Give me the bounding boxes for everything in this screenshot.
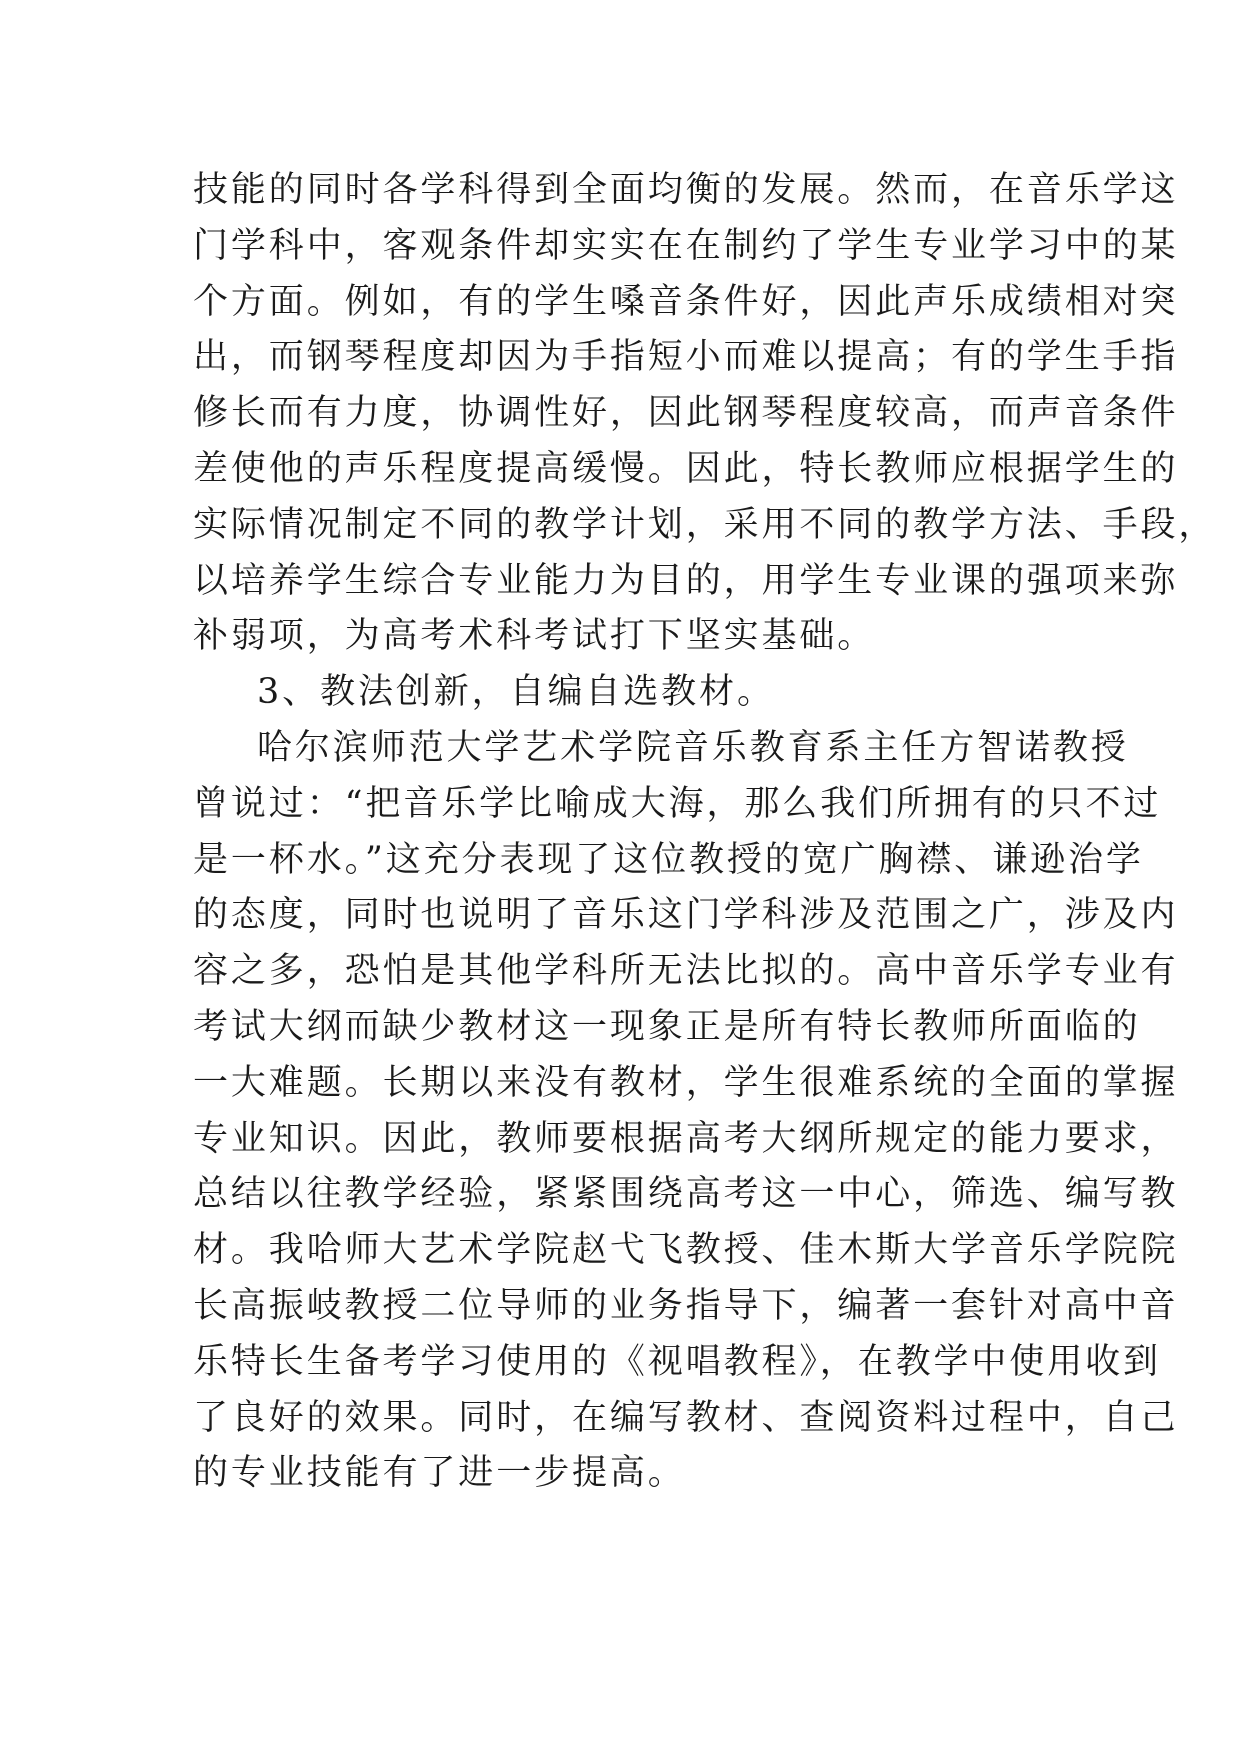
text-line: 一大难题。长期以来没有教材，学生很难系统的全面的掌握	[193, 1062, 1179, 1103]
text-line: 乐特长生备考学习使用的《视唱教程》，在教学中使用收到	[193, 1341, 1161, 1382]
text-line: 是一杯水。”这充分表现了这位教授的宽广胸襟、谦逊治学	[193, 839, 1144, 880]
text-line: 个方面。例如，有的学生嗓音条件好，因此声乐成绩相对突	[193, 281, 1179, 322]
text-line: 技能的同时各学科得到全面均衡的发展。然而，在音乐学这	[193, 170, 1179, 210]
text-line: 修长而有力度，协调性好，因此钢琴程度较高，而声音条件	[193, 393, 1179, 434]
text-line: 哈尔滨师范大学艺术学院音乐教育系主任方智诺教授	[257, 727, 1129, 768]
text-line: 容之多，恐怕是其他学科所无法比拟的。高中音乐学专业有	[193, 951, 1179, 992]
text-line: 的态度，同时也说明了音乐这门学科涉及范围之广，涉及内	[193, 895, 1179, 936]
body-text	[193, 163, 1217, 1502]
text-line: 总结以往教学经验，紧紧围绕高考这一中心，筛选、编写教	[193, 1174, 1179, 1215]
section-heading: 3、教法创新，自编自选教材。	[257, 672, 775, 713]
text-line: 曾说过：“把音乐学比喻成大海，那么我们所拥有的只不过	[193, 783, 1162, 824]
text-line: 实际情况制定不同的教学计划，采用不同的教学方法、手段，	[193, 504, 1217, 545]
text-line: 了良好的效果。同时，在编写教材、查阅资料过程中，自己	[193, 1397, 1179, 1438]
text-line: 长高振岐教授二位导师的业务指导下，编著一套针对高中音	[193, 1285, 1179, 1326]
text-line: 补弱项，为高考术科考试打下坚实基础。	[193, 616, 876, 657]
text-line: 以培养学生综合专业能力为目的，用学生专业课的强项来弥	[193, 560, 1179, 601]
text-line: 门学科中，客观条件却实实在在制约了学生专业学习中的某	[193, 225, 1179, 266]
text-line: 材。我哈师大艺术学院赵弋飞教授、佳木斯大学音乐学院院	[193, 1230, 1179, 1271]
text-line: 的专业技能有了进一步提高。	[193, 1453, 686, 1494]
text-line: 专业知识。因此，教师要根据高考大纲所规定的能力要求，	[193, 1118, 1179, 1159]
text-line: 差使他的声乐程度提高缓慢。因此，特长教师应根据学生的	[193, 448, 1179, 489]
text-line: 考试大纲而缺少教材这一现象正是所有特长教师所面临的	[193, 1006, 1141, 1047]
text-line: 出，而钢琴程度却因为手指短小而难以提高；有的学生手指	[193, 337, 1179, 378]
